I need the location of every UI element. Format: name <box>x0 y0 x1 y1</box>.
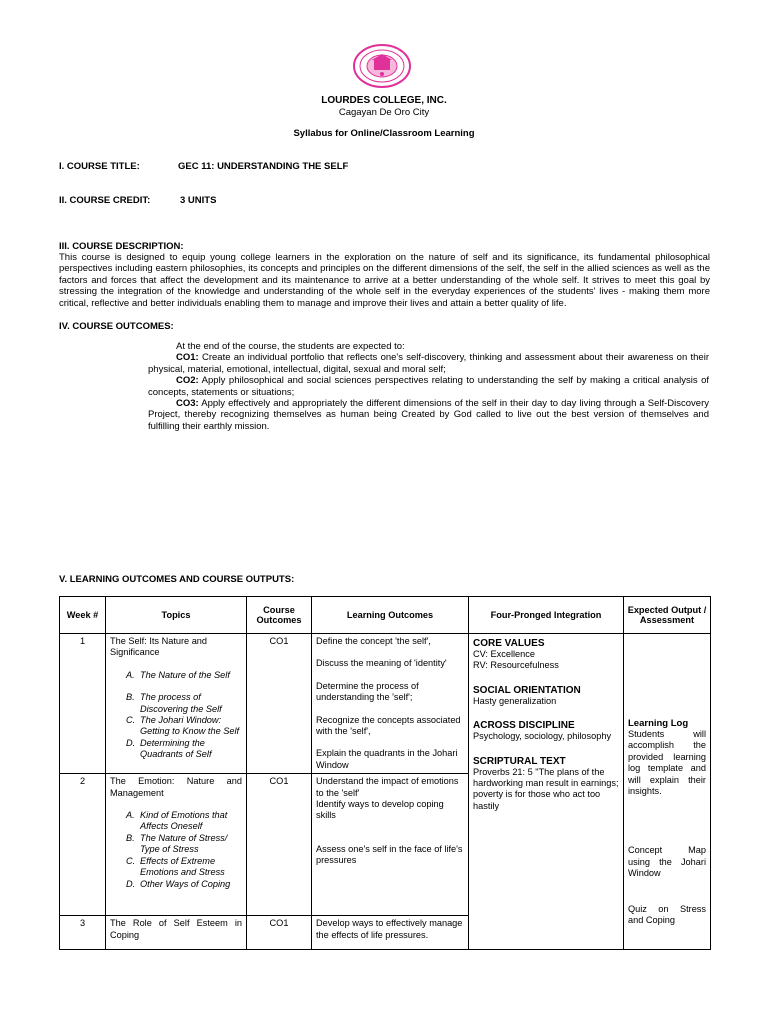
col-course-outcomes: Course Outcomes <box>247 597 312 634</box>
assessment-cell <box>624 634 711 950</box>
institution-name: LOURDES COLLEGE, INC. <box>321 95 447 106</box>
list-item: Identify ways to develop coping skills <box>316 799 444 821</box>
table-row <box>60 634 711 774</box>
course-credit-value: 3 UNITS <box>180 195 217 206</box>
list-item: Develop ways to effectively manage the effects of life pressures. <box>316 918 463 940</box>
list-item: A. Kind of Emotions that Affects Oneself <box>126 810 228 832</box>
learning-outcomes-heading: V. LEARNING OUTCOMES AND COURSE OUTPUTS: <box>59 574 295 585</box>
subtopic-list <box>110 810 242 890</box>
co-cell: CO1 <box>247 774 312 916</box>
col-week: Week # <box>60 597 106 634</box>
list-item: Assess one's self in the face of life's pressures <box>316 843 463 866</box>
course-outcome-co3: CO3: Apply effectively and appropriately the different dimensions of the self in their day to day living through a Self-Discovery Project, thereby recognizing themselves as human being Created by God called to live out the best version of themselves and fulfilling their earthly mission. <box>148 398 709 432</box>
table-header-row <box>60 597 711 634</box>
learning-outcomes-table <box>59 596 711 950</box>
outcomes-cell <box>312 774 469 916</box>
social-orientation: Hasty generalization <box>473 695 557 706</box>
col-assessment: Expected Output / Assessment <box>624 597 711 634</box>
list-item: Explain the quadrants in the Johari Window <box>316 748 458 770</box>
col-integration: Four-Pronged Integration <box>469 597 624 634</box>
list-item: Discuss the meaning of 'identity' <box>316 658 447 669</box>
list-item: A. The Nature of the Self <box>126 669 230 680</box>
core-value: CV: Excellence <box>473 649 535 659</box>
list-item: D. Determining the Quadrants of Self <box>126 737 212 760</box>
course-outcome-co2: CO2: Apply philosophical and social sciences perspectives relating to understanding the self by making a critical analysis of concepts, statements or situations; <box>148 375 709 398</box>
list-item: Recognize the concepts associated with the 'self', <box>316 714 461 737</box>
topic-title: The Emotion: Nature and Management <box>110 776 242 798</box>
topic-title: The Role of Self Esteem in Coping <box>110 918 242 940</box>
course-title-label: I. COURSE TITLE: <box>59 161 140 172</box>
course-outcomes-intro: At the end of the course, the students are expected to: <box>176 341 405 352</box>
across-discipline-heading: ACROSS DISCIPLINE <box>473 720 575 732</box>
syllabus-type: Syllabus for Online/Classroom Learning <box>293 128 475 139</box>
subtopic-list <box>110 670 242 761</box>
course-outcome-co1: CO1: Create an individual portfolio that reflects one's self-discovery, thinking and assessment about their awareness on their physical, material, emotional, intellectual, digital, sexual and moral self; <box>148 352 709 375</box>
topic-cell <box>106 916 247 950</box>
quiz-output: Quiz on Stress and Coping <box>628 903 706 926</box>
topic-cell <box>106 634 247 774</box>
outcomes-cell <box>312 916 469 950</box>
co-cell: CO1 <box>247 916 312 950</box>
course-description-heading: III. COURSE DESCRIPTION: <box>59 241 184 252</box>
topic-title: The Self: Its Nature and Significance <box>110 636 208 658</box>
list-item: D. Other Ways of Coping <box>126 878 231 889</box>
concept-map-output: Concept Map using the Johari Window <box>628 845 706 879</box>
core-values-heading: CORE VALUES <box>473 638 545 649</box>
week-cell: 1 <box>60 634 106 774</box>
integration-cell <box>469 634 624 950</box>
course-outcomes-block <box>148 341 709 432</box>
learning-log-heading: Learning Log <box>628 718 689 729</box>
list-item: B. The process of Discovering the Self <box>126 692 222 714</box>
scriptural-text: Proverbs 21: 5 "The plans of the hardworking man result in earnings; poverty is for those who act too hastily <box>473 766 619 811</box>
col-learning-outcomes: Learning Outcomes <box>312 597 469 634</box>
learning-log-text: Students will accomplish the provided learning log template and will explain their insights. <box>628 729 706 797</box>
list-item: Define the concept 'the self', <box>316 636 431 646</box>
course-outcomes-heading: IV. COURSE OUTCOMES: <box>59 321 174 332</box>
course-credit-label: II. COURSE CREDIT: <box>59 195 151 206</box>
week-cell: 3 <box>60 916 106 950</box>
topic-cell <box>106 774 247 916</box>
across-discipline: Psychology, sociology, philosophy <box>473 731 612 742</box>
scriptural-text-heading: SCRIPTURAL TEXT <box>473 755 566 767</box>
co-cell: CO1 <box>247 634 312 774</box>
week-cell: 2 <box>60 774 106 916</box>
outcomes-cell <box>312 634 469 774</box>
list-item: C. The Johari Window: Getting to Know the Self <box>126 715 240 737</box>
col-topics: Topics <box>106 597 247 634</box>
social-orientation-heading: SOCIAL ORIENTATION <box>473 684 581 696</box>
list-item: Determine the process of understanding the 'self'; <box>316 680 419 703</box>
course-description-text: This course is designed to equip young college learners in the exploration on the nature of self and its significance, its fundamental philosophical perspectives including eastern philosophies, its concepts and principles on the different dimensions of the self, the self in the allied sciences as well as the factors and forces that affect the development and its maintenance to arrive at a better understanding of the whole self. It strives to meet this goal by stressing the integration of the knowledge and understanding of the whole self in the everyday experiences of the students' lives - making them more critical, reflective and better individuals enabling them to manage and improve their lives and attain a better quality of life. <box>59 252 710 309</box>
course-title-value: GEC 11: UNDERSTANDING THE SELF <box>178 161 349 172</box>
institution-city: Cagayan De Oro City <box>338 107 430 118</box>
college-seal-icon <box>352 44 412 88</box>
list-item: C. Effects of Extreme Emotions and Stress <box>126 855 225 878</box>
list-item: Understand the impact of emotions to the 'self' <box>316 776 459 798</box>
religious-value: RV: Resourcefulness <box>473 660 559 671</box>
list-item: B. The Nature of Stress/ Type of Stress <box>126 832 228 855</box>
